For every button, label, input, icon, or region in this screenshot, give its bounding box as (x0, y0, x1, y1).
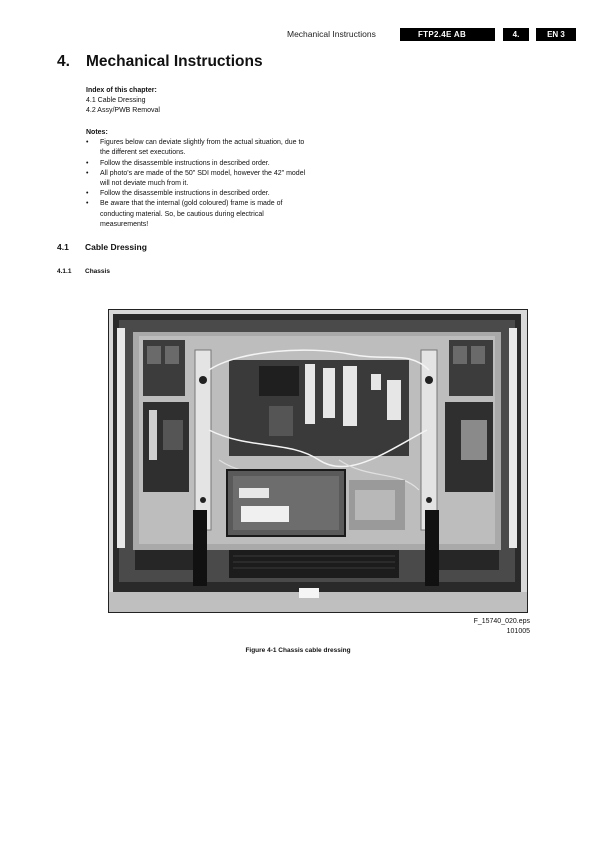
notes-heading: Notes: (86, 129, 108, 136)
section-title: Cable Dressing (85, 242, 147, 252)
header-page-badge: EN 3 (536, 28, 576, 41)
figure-filename: F_15740_020.eps (473, 618, 530, 625)
note-item: • Be aware that the internal (gold coloured) frame is made of conducting material. So, be cautious during electrical measurements! (86, 199, 311, 230)
section-heading (57, 242, 147, 252)
note-item: • Follow the disassemble instructions in described order. (86, 189, 311, 199)
index-item[interactable]: 4.1 Cable Dressing (86, 97, 146, 105)
subsection-title: Chassis (85, 268, 110, 275)
figure-caption: Figure 4-1 Chassis cable dressing (245, 647, 351, 654)
chassis-photo-figure (108, 309, 528, 613)
chassis-photo (109, 310, 527, 612)
header-chapter-badge: 4. (503, 28, 529, 41)
chapter-number: 4. (57, 53, 70, 70)
header-section-name: Mechanical Instructions (287, 29, 376, 39)
note-item: • Follow the disassemble instructions in described order. (86, 159, 311, 169)
figure-date-code: 101005 (506, 628, 530, 635)
page-header (0, 28, 596, 42)
chapter-title (57, 53, 263, 71)
notes-block (86, 128, 311, 230)
index-heading: Index of this chapter: (86, 87, 157, 94)
figure-file-reference (474, 617, 530, 637)
note-item: • Figures below can deviate slightly from the actual situation, due to the different set executions. (86, 138, 311, 158)
chapter-title-text: Mechanical Instructions (86, 53, 263, 70)
subsection-number: 4.1.1 (57, 268, 72, 275)
notes-list (86, 138, 311, 230)
index-item[interactable]: 4.2 Assy/PWB Removal (86, 107, 160, 115)
note-item: • All photo's are made of the 50" SDI model, however the 42" model will not deviate much from it. (86, 169, 311, 189)
section-number: 4.1 (57, 242, 69, 252)
header-model-badge: FTP2.4E AB (400, 28, 495, 41)
chapter-index (86, 86, 160, 117)
subsection-heading (57, 268, 110, 275)
